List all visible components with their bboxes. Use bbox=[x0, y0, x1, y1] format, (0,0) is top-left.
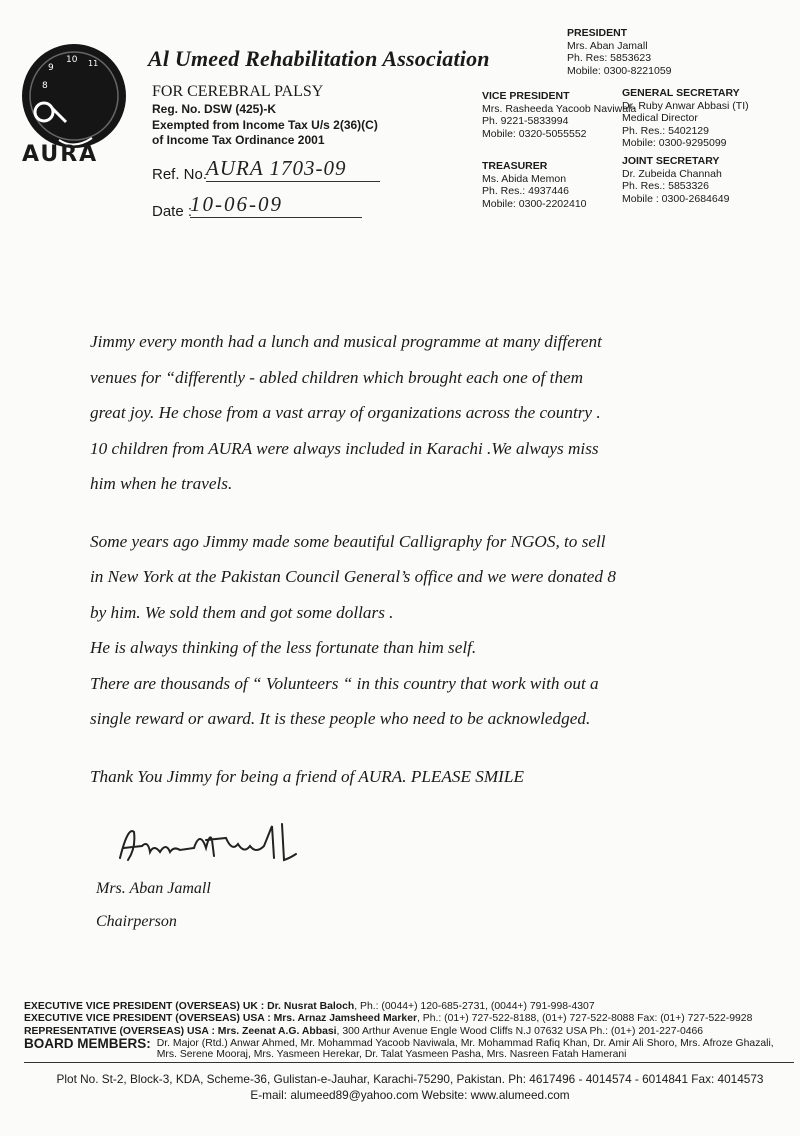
footer-line bbox=[24, 1013, 794, 1025]
signer-block bbox=[96, 872, 211, 938]
general-secretary-line: Medical Director bbox=[622, 112, 698, 124]
body-line: Jimmy every month had a lunch and musical programme at many different bbox=[90, 332, 602, 351]
treasurer-line: Ms. Abida Memon bbox=[482, 172, 567, 185]
vice-president-line: Mrs. Rasheeda Yacoob Naviwala bbox=[482, 102, 637, 115]
organization-name: Al Umeed Rehabilitation Association bbox=[148, 46, 490, 71]
joint-secretary-line: Dr. Zubeida Channah bbox=[622, 167, 722, 180]
ref-label: Ref. No. bbox=[152, 166, 208, 183]
address-block bbox=[40, 1071, 780, 1103]
tax-exemption-line-2: of Income Tax Ordinance 2001 bbox=[152, 133, 325, 147]
handwritten-signature bbox=[114, 818, 334, 878]
footer-line-name: Mrs. Zeenat A.G. Abbasi bbox=[217, 1025, 337, 1037]
general-secretary-line: Dr. Ruby Anwar Abbasi (TI) bbox=[622, 99, 749, 112]
general-secretary-title: GENERAL SECRETARY bbox=[622, 87, 740, 99]
registration-number: Reg. No. DSW (425)-K bbox=[152, 102, 277, 116]
date-label: Date : bbox=[152, 203, 193, 220]
signer-name: Mrs. Aban Jamall bbox=[96, 880, 211, 897]
footer-line-label: EXECUTIVE VICE PRESIDENT (OVERSEAS) UK : bbox=[24, 1001, 268, 1012]
joint-secretary-title: JOINT SECRETARY bbox=[622, 155, 720, 167]
joint-secretary-line: Ph. Res.: 5853326 bbox=[622, 180, 709, 192]
body-line: 10 children from AURA were always included in Karachi .We always miss bbox=[90, 438, 599, 458]
treasurer-title: TREASURER bbox=[482, 160, 548, 172]
date-value: 10-06-09 bbox=[190, 192, 362, 218]
vice-president-line: Ph. 9221-5833994 bbox=[482, 115, 569, 127]
board-members-line: Mrs. Serene Mooraj, Mrs. Yasmeen Herekar, Dr. Talat Yasmeen Pasha, Mrs. Nasreen Fatah Hamerani bbox=[156, 1049, 627, 1061]
treasurer-line: Mobile: 0300-2202410 bbox=[482, 197, 587, 210]
board-members-label: BOARD MEMBERS: bbox=[24, 1035, 151, 1051]
aura-logo bbox=[14, 40, 134, 170]
vice-president-title: VICE PRESIDENT bbox=[482, 90, 570, 102]
body-line: He is always thinking of the less fortunate than him self. bbox=[90, 638, 477, 657]
general-secretary-line: Mobile: 0300-9295099 bbox=[622, 137, 727, 149]
closing-line: Thank You Jimmy for being a friend of AURA. PLEASE SMILE bbox=[90, 766, 524, 786]
footer-divider bbox=[24, 1062, 794, 1063]
vice-president-line: Mobile: 0320-5055552 bbox=[482, 127, 587, 140]
board-members-line: Dr. Major (Rtd.) Anwar Ahmed, Mr. Mohammad Yacoob Naviwala, Mr. Mohammad Rafiq Khan, Dr. Amir Ali Shoro, Mrs. Afroze Ghazali, bbox=[156, 1037, 774, 1049]
footer-line-name: Dr. Nusrat Baloch bbox=[267, 1001, 355, 1012]
postal-address: Plot No. St-2, Block-3, KDA, Scheme-36, Gulistan-e-Jauhar, Karachi-75290, Pakistan. Ph: 4617496 - 4014574 - 6014841 Fax: 4014573 bbox=[56, 1072, 764, 1086]
body-line: single reward or award. It is these people who need to be acknowledged. bbox=[90, 709, 591, 728]
body-line: great joy. He chose from a vast array of organizations across the country . bbox=[90, 403, 601, 422]
footer-line-contact: , Ph.: (01+) 727-522-8188, (01+) 727-522-8088 Fax: (01+) 727-522-9928 bbox=[417, 1013, 753, 1025]
president-block bbox=[567, 27, 672, 77]
footer-line-contact: , Ph.: (0044+) 120-685-2731, (0044+) 791-998-4307 bbox=[354, 1001, 595, 1012]
svg-text:11: 11 bbox=[88, 59, 99, 68]
body-line: Some years ago Jimmy made some beautiful Calligraphy for NGOS, to sell bbox=[90, 531, 606, 551]
vice-president-block bbox=[482, 90, 636, 140]
joint-secretary-block bbox=[622, 155, 729, 205]
letter-body bbox=[90, 324, 730, 794]
svg-text:10: 10 bbox=[66, 55, 78, 65]
logo-wordmark: AURA bbox=[22, 142, 99, 167]
president-line: Mobile: 0300-8221059 bbox=[567, 64, 672, 77]
president-line: Ph. Res: 5853623 bbox=[567, 52, 652, 64]
body-line: in New York at the Pakistan Council General’s office and we were donated 8 bbox=[90, 567, 616, 586]
treasurer-block bbox=[482, 160, 587, 210]
footer-line-label: EXECUTIVE VICE PRESIDENT (OVERSEAS) USA : bbox=[24, 1013, 274, 1025]
joint-secretary-line: Mobile : 0300-2684649 bbox=[622, 192, 730, 205]
email-website: E-mail: alumeed89@yahoo.com Website: www.alumeed.com bbox=[250, 1088, 570, 1102]
registration-block bbox=[152, 102, 378, 149]
body-line: There are thousands of “ Volunteers “ in this country that work with out a bbox=[90, 673, 599, 693]
treasurer-line: Ph. Res.: 4937446 bbox=[482, 185, 569, 197]
footer-line-label: REPRESENTATIVE (OVERSEAS) USA : bbox=[24, 1025, 218, 1037]
president-title: PRESIDENT bbox=[567, 27, 628, 39]
signer-title: Chairperson bbox=[96, 913, 177, 930]
ref-number: AURA 1703-09 bbox=[206, 156, 380, 182]
svg-text:8: 8 bbox=[42, 81, 48, 91]
tax-exemption-line-1: Exempted from Income Tax U/s 2(36)(C) bbox=[152, 117, 378, 132]
organization-subtitle: FOR CEREBRAL PALSY bbox=[152, 83, 324, 100]
general-secretary-line: Ph. Res.: 5402129 bbox=[622, 124, 709, 137]
svg-text:9: 9 bbox=[48, 63, 54, 73]
footer-line-contact: , 300 Arthur Avenue Engle Wood Cliffs N.J 07632 USA Ph.: (01+) 201-227-0466 bbox=[336, 1025, 704, 1037]
body-line: venues for “differently - abled children which brought each one of them bbox=[90, 367, 584, 387]
footer-line-name: Mrs. Arnaz Jamsheed Marker bbox=[273, 1013, 418, 1025]
body-line: by him. We sold them and got some dollars . bbox=[90, 602, 394, 622]
body-line: him when he travels. bbox=[90, 474, 233, 493]
footer-line bbox=[24, 1001, 794, 1013]
president-line: Mrs. Aban Jamall bbox=[567, 39, 648, 52]
board-members bbox=[24, 1035, 794, 1061]
general-secretary-block bbox=[622, 87, 749, 150]
footer-overseas bbox=[24, 1001, 794, 1061]
